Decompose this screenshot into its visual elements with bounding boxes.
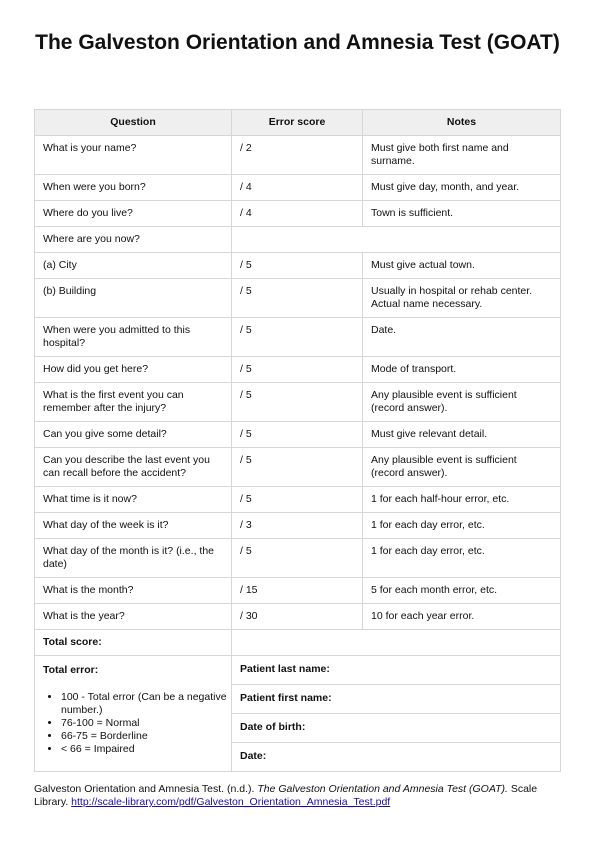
question-cell: When were you admitted to this hospital? [35,318,232,357]
error-score-cell[interactable]: / 5 [232,253,363,279]
question-rows [35,136,561,630]
list-item: • < 66 = Impaired [61,743,231,756]
goat-table [34,109,561,772]
question-cell: How did you get here? [35,357,232,383]
table-row [35,422,561,448]
list-item: • 100 - Total error (Can be a negative number.) [61,691,231,717]
error-score-cell[interactable]: / 5 [232,448,363,487]
error-score-column-header: Error score [232,110,363,136]
table-row [35,383,561,422]
notes-column-header: Notes [363,110,561,136]
error-score-cell[interactable]: / 5 [232,318,363,357]
question-cell: (b) Building [35,279,232,318]
date-of-birth-field[interactable]: Date of birth: [232,714,561,743]
error-score-cell[interactable]: / 5 [232,487,363,513]
table-row [35,448,561,487]
notes-cell: Date. [363,318,561,357]
notes-cell: Town is sufficient. [363,201,561,227]
table-row [35,253,561,279]
question-cell: Can you describe the last event you can recall before the accident? [35,448,232,487]
patient-first-name-field[interactable]: Patient first name: [232,685,561,714]
error-score-cell[interactable]: / 15 [232,578,363,604]
question-cell: What is the first event you can remember after the injury? [35,383,232,422]
patient-last-name-field[interactable]: Patient last name: [232,656,561,685]
question-cell: Where are you now? [35,227,232,253]
notes-cell: Must give day, month, and year. [363,175,561,201]
error-score-cell[interactable]: / 4 [232,175,363,201]
table-row [35,604,561,630]
notes-cell: Mode of transport. [363,357,561,383]
list-item: • 76-100 = Normal [61,717,231,730]
notes-cell: Any plausible event is sufficient (record answer). [363,448,561,487]
total-score-row [35,630,561,656]
question-cell: (a) City [35,253,232,279]
notes-cell: 1 for each day error, etc. [363,539,561,578]
question-cell: What day of the month is it? (i.e., the date) [35,539,232,578]
error-score-cell[interactable]: / 5 [232,422,363,448]
total-error-list [35,691,231,756]
error-score-cell[interactable]: / 5 [232,357,363,383]
notes-cell: Any plausible event is sufficient (record answer). [363,383,561,422]
question-column-header: Question [35,110,232,136]
question-cell: When were you born? [35,175,232,201]
table-row [35,227,561,253]
error-score-cell[interactable]: / 5 [232,279,363,318]
table-row [35,357,561,383]
question-cell: What is your name? [35,136,232,175]
error-score-cell[interactable]: / 3 [232,513,363,539]
notes-cell: Must give actual town. [363,253,561,279]
empty-cell [232,227,561,253]
table-row [35,513,561,539]
question-cell: Where do you live? [35,201,232,227]
total-score-value[interactable] [232,630,561,656]
reference-text: Galveston Orientation and Amnesia Test. (n.d.). [34,783,258,795]
question-cell: What is the year? [35,604,232,630]
error-score-cell[interactable]: / 5 [232,383,363,422]
question-cell: What time is it now? [35,487,232,513]
list-item: • 66-75 = Borderline [61,730,231,743]
question-cell: Can you give some detail? [35,422,232,448]
patient-row-1 [35,656,561,685]
table-row [35,136,561,175]
notes-cell: 1 for each day error, etc. [363,513,561,539]
total-error-cell [35,656,232,772]
error-score-cell[interactable]: / 5 [232,539,363,578]
reference-citation [34,783,564,809]
table-row [35,175,561,201]
error-score-cell[interactable]: / 2 [232,136,363,175]
notes-cell: 5 for each month error, etc. [363,578,561,604]
table-row [35,578,561,604]
table-row [35,201,561,227]
question-cell: What is the month? [35,578,232,604]
table-row [35,318,561,357]
table-row [35,539,561,578]
notes-cell: 10 for each year error. [363,604,561,630]
total-error-label: Total error: [43,664,99,676]
table-row [35,279,561,318]
reference-source: Scale Library. [34,783,538,808]
reference-title: The Galveston Orientation and Amnesia Test (GOAT). [257,783,508,795]
date-field[interactable]: Date: [232,743,561,772]
error-score-cell[interactable]: / 4 [232,201,363,227]
notes-cell: 1 for each half-hour error, etc. [363,487,561,513]
notes-cell: Usually in hospital or rehab center. Actual name necessary. [363,279,561,318]
table-row [35,487,561,513]
question-cell: What day of the week is it? [35,513,232,539]
table-header-row [35,110,561,136]
notes-cell: Must give both first name and surname. [363,136,561,175]
error-score-cell[interactable]: / 30 [232,604,363,630]
notes-cell: Must give relevant detail. [363,422,561,448]
reference-link[interactable]: http://scale-library.com/pdf/Galveston_Orientation_Amnesia_Test.pdf [71,796,391,808]
total-score-label: Total score: [35,630,232,656]
page-title: The Galveston Orientation and Amnesia Test (GOAT) [35,31,560,54]
